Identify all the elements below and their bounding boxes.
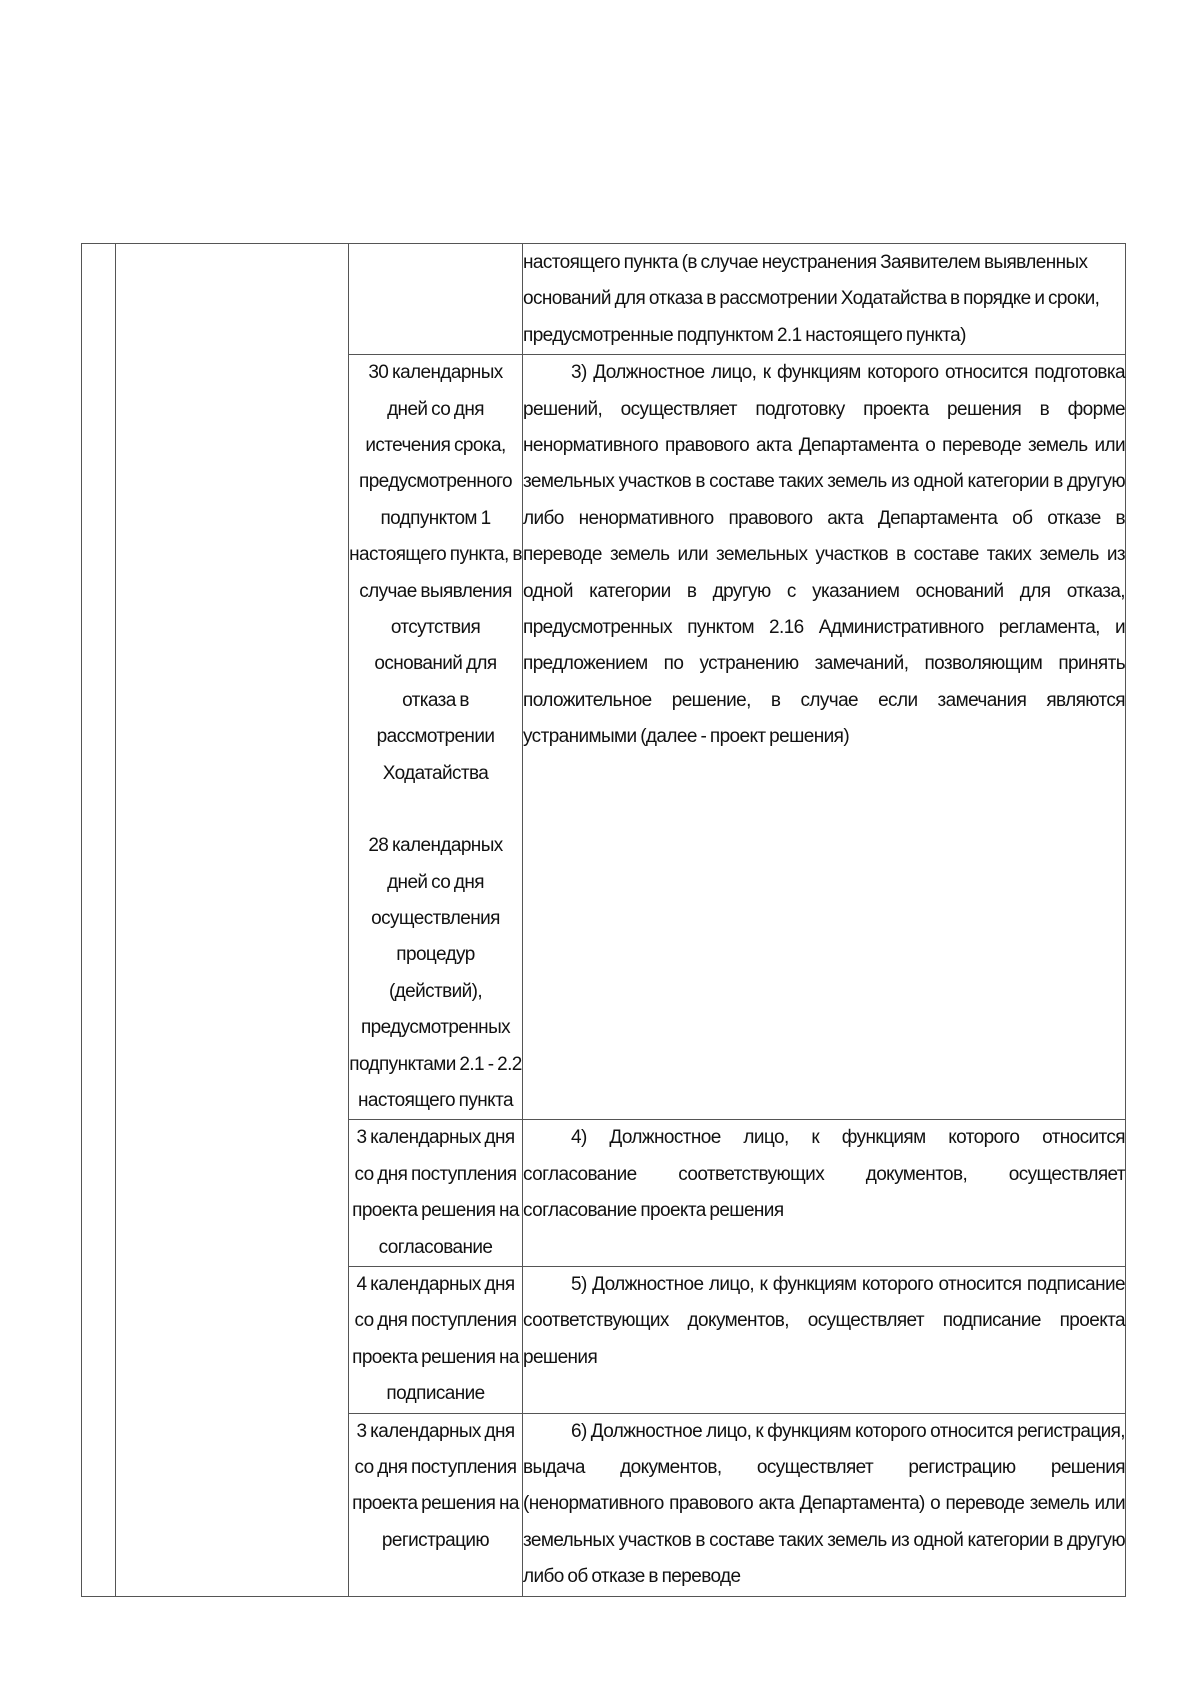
- term-cell: [349, 1120, 523, 1267]
- term-text: 4 календарных дня со дня поступления проекта решения на подписание: [352, 1273, 519, 1405]
- description-text: 4) Должностное лицо, к функциям которого относится согласование соответствующих документов, осуществляет согласование проекта решения: [523, 1127, 1125, 1222]
- description-text: настоящего пункта (в случае неустранения Заявителем выявленных оснований для отказа в рассмотрении Ходатайства в порядке и сроки, предусмотренные подпунктом 2.1 настоящего пункта): [523, 252, 1100, 346]
- term-text: 28 календарных дней со дня осуществления процедур (действий), предусмотренных подпунктами 2.1 - 2.2 настоящего пункта: [349, 835, 522, 1111]
- description-cell: [523, 1120, 1126, 1267]
- term-text: 3 календарных дня со дня поступления проекта решения на согласование: [352, 1127, 519, 1258]
- procedure-name-cell: [116, 244, 349, 1597]
- term-cell: [349, 1413, 523, 1596]
- description-text: 5) Должностное лицо, к функциям которого относится подписание соответствующих документов, осуществляет подписание проекта решения: [523, 1273, 1125, 1368]
- term-cell: [349, 1266, 523, 1413]
- table-row: [82, 244, 1126, 355]
- term-text: 30 календарных дней со дня истечения срока, предусмотренного подпунктом 1 настоящего пункта, в случае выявления отсутствия оснований для отказа в рассмотрении Ходатайства: [349, 362, 522, 784]
- term-cell: [349, 244, 523, 355]
- description-cell: [523, 244, 1126, 355]
- procedure-table: [81, 243, 1126, 1597]
- description-cell: [523, 355, 1126, 1120]
- description-text: 3) Должностное лицо, к функциям которого относится подготовка решений, осуществляет подготовку проекта решения в форме ненормативного правового акта Департамента о переводе земель или земельных участков в составе таких земель из одной категории в другую либо ненормативного правового акта Департамента об отказе в переводе земель или земельных участков в составе таких земель из одной категории в другую с указанием оснований для отказа, предусмотренных пунктом 2.16 Административного регламента, и предложением по устранению замечаний, позволяющим принять положительное решение, в случае если замечания являются устранимыми (далее - проект решения): [523, 362, 1125, 748]
- description-cell: [523, 1266, 1126, 1413]
- term-cell: [349, 355, 523, 1120]
- description-cell: [523, 1413, 1126, 1596]
- number-cell: [82, 244, 116, 1597]
- description-text: 6) Должностное лицо, к функциям которого относится регистрация, выдача документов, осуществляет регистрацию решения (ненормативного правового акта Департамента) о переводе земель или земельных участков в составе таких земель из одной категории в другую либо об отказе в переводе: [523, 1420, 1125, 1588]
- term-spacer: [349, 792, 522, 828]
- term-text: 3 календарных дня со дня поступления проекта решения на регистрацию: [352, 1420, 519, 1551]
